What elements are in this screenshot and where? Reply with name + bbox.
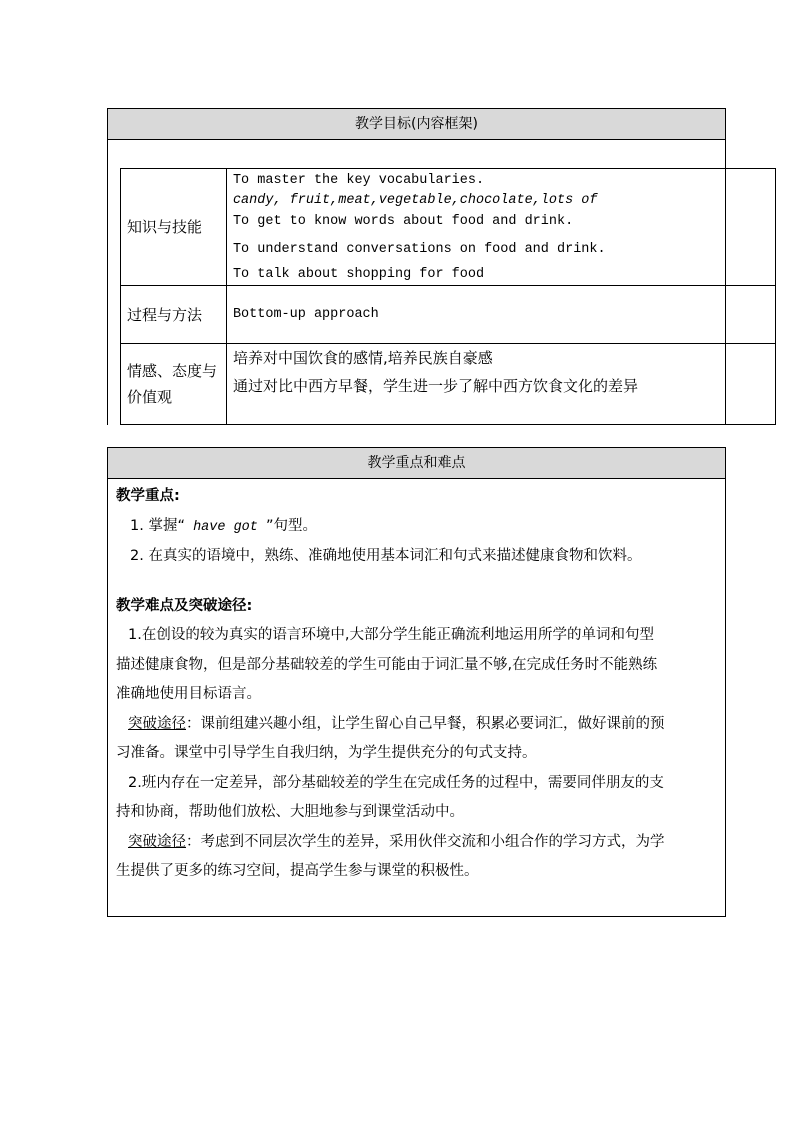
item-text: 在真实的语境中，熟练、准确地使用基本词汇和句式来描述健康食物和饮料。: [148, 548, 642, 564]
keypoints-body: [108, 479, 725, 887]
process-content: Bottom-up approach: [226, 286, 725, 344]
content-line: To talk about shopping for food: [232, 267, 485, 282]
paragraph-line: 描述健康食物，但是部分基础较差的学生可能由于词汇量不够,在完成任务时不能熟练: [116, 656, 658, 673]
item-text: ”句型。: [265, 517, 317, 534]
knowledge-content: [226, 169, 725, 286]
objectives-title: 教学目标(内容框架): [108, 109, 725, 140]
item-number: 1.: [130, 517, 144, 534]
content-line: To master the key vocabularies.: [232, 173, 485, 188]
content-line: 培养对中国饮食的感情,培养民族自豪感: [232, 349, 493, 367]
vocab-line: candy, fruit,meat,vegetable,chocolate,lots of: [232, 193, 598, 208]
label-line: 情感、态度与: [127, 362, 218, 380]
paragraph-line: ：考虑到不同层次学生的差异，采用伙伴交流和小组合作的学习方式，为学: [186, 833, 665, 850]
item-number: 2.: [130, 548, 144, 564]
content-line: To get to know words about food and drink.: [232, 214, 574, 229]
breakthrough-paragraph: [108, 710, 725, 769]
paragraph-line: 习准备。课堂中引导学生自我归纳，为学生提供充分的句式支持。: [116, 745, 537, 761]
item-emphasis: have got: [184, 519, 266, 535]
paragraph-line: 1.在创设的较为真实的语言环境中,大部分学生能正确流利地运用所学的单词和句型: [128, 627, 654, 643]
keypoints-panel: [107, 447, 726, 917]
breakthrough-label: 突破途径: [128, 715, 186, 732]
objectives-table: [120, 168, 776, 425]
empty-cell: [726, 169, 776, 286]
paragraph-line: 持和协商，帮助他们放松、大胆地参与到课堂活动中。: [116, 804, 464, 820]
paragraph-line: 2.班内存在一定差异，部分基础较差的学生在完成任务的过程中，需要同伴朋友的支: [128, 774, 664, 791]
keypoints-title: 教学重点和难点: [108, 448, 725, 479]
content-line: 通过对比中西方早餐，学生进一步了解中西方饮食文化的差异: [232, 377, 638, 395]
empty-cell: [726, 344, 776, 425]
attitude-content: [226, 344, 725, 425]
paragraph-line: 生提供了更多的练习空间，提高学生参与课堂的积极性。: [116, 863, 479, 879]
difficulty-heading: 教学难点及突破途径:: [116, 597, 253, 614]
table-row: [121, 344, 776, 425]
focus-heading: 教学重点:: [116, 488, 180, 504]
table-row: [121, 169, 776, 286]
table-row: [121, 286, 776, 344]
difficulty-paragraph: [108, 769, 725, 828]
row-label-process: 过程与方法: [121, 286, 227, 344]
paragraph-line: ：课前组建兴趣小组，让学生留心自己早餐，积累必要词汇，做好课前的预: [186, 715, 665, 732]
label-line: 价值观: [127, 388, 173, 406]
focus-item: [108, 542, 725, 572]
paragraph-line: 准确地使用目标语言。: [116, 686, 261, 702]
row-label-attitude: [121, 344, 227, 425]
breakthrough-paragraph: [108, 828, 725, 887]
breakthrough-label: 突破途径: [128, 833, 186, 850]
empty-cell: [726, 286, 776, 344]
item-text: 掌握“: [148, 517, 185, 534]
focus-item: [108, 512, 725, 543]
content-line: To understand conversations on food and drink.: [232, 242, 606, 257]
difficulty-paragraph: [108, 621, 725, 710]
row-label-knowledge: 知识与技能: [121, 169, 227, 286]
